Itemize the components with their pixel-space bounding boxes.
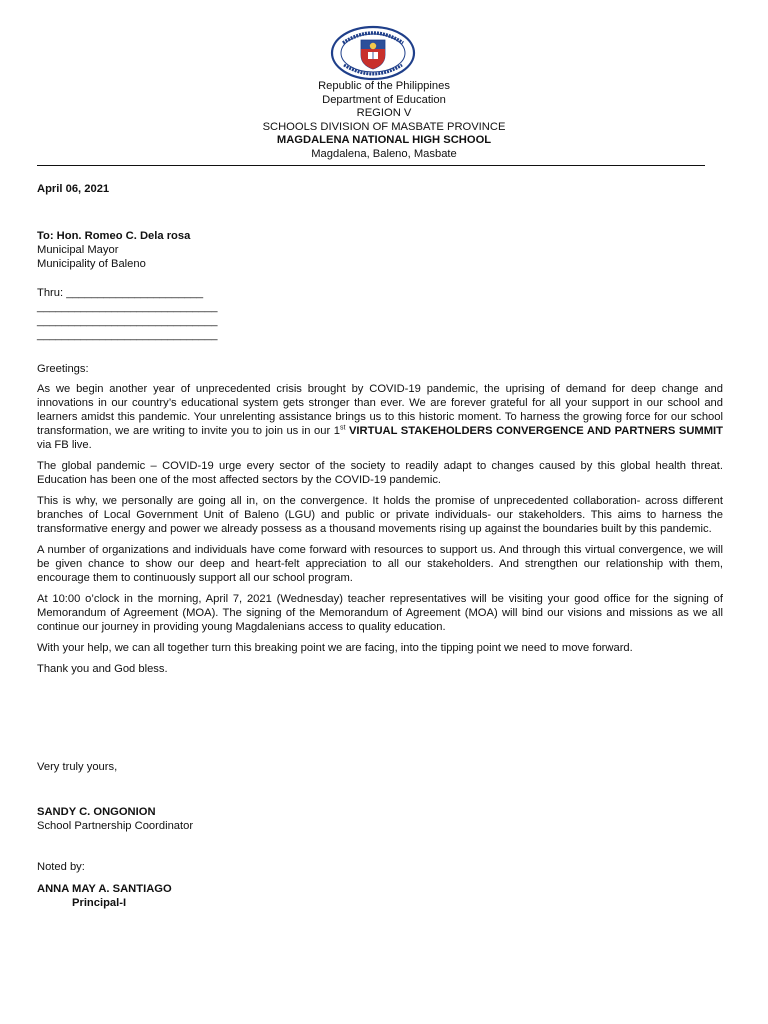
- deped-seal-icon: [330, 25, 416, 81]
- noted-title: Principal-I: [72, 897, 127, 909]
- paragraph-invitation-text: As we begin another year of unprecedented crisis brought by COVID-19 pandemic, the uprising of demand for deep change and innovations in our country’s educational system gets stronger than ever. We are forever grateful for all your support in our school and learners amidst this pandemic. Your unrelenting assistance brings us to this historic moment. To harness the growing force for our school transformation, we are writing to invite you to join us in our 1: [37, 383, 723, 437]
- letterhead: [0, 80, 768, 162]
- thru-line-3: _____________________________: [37, 329, 218, 341]
- paragraph-invitation-end: via FB live.: [37, 439, 92, 451]
- thru-line-1: _____________________________: [37, 301, 218, 313]
- letter-body: [37, 382, 723, 683]
- header-republic: Republic of the Philippines: [318, 80, 450, 92]
- recipient-title: Municipal Mayor: [37, 244, 119, 256]
- closing: Very truly yours,: [37, 761, 118, 773]
- paragraph-invitation: [37, 382, 723, 452]
- header-region: REGION V: [356, 107, 412, 120]
- event-name: VIRTUAL STAKEHOLDERS CONVERGENCE AND PARTNERS SUMMIT: [345, 425, 723, 437]
- signer-name: SANDY C. ONGONION: [37, 806, 156, 818]
- paragraph-moa-signing: At 10:00 o’clock in the morning, April 7, 2021 (Wednesday) teacher representatives will be visiting your good office for the signing of Memorandum of Agreement (MOA). The signing of the Memorandum of Agreement (MOA) will bind our visions and missions as we all continue our journey in providing young Magdalenians access to quality education.: [37, 593, 723, 633]
- header-department: Department of Education: [322, 93, 446, 106]
- paragraph-organizations: A number of organizations and individuals have come forward with resources to support us. And through this virtual convergence, we will be given chance to show our deep and heart-felt appreciation to all our stakeholders. And strengthen our relationship with them, encourage them to continuously support all our school program.: [37, 544, 723, 584]
- thru-line-2: _____________________________: [37, 315, 218, 327]
- paragraph-help: With your help, we can all together turn this breaking point we are facing, into the tipping point we need to move forward.: [37, 642, 633, 654]
- header-school: MAGDALENA NATIONAL HIGH SCHOOL: [276, 134, 492, 147]
- noted-name: ANNA MAY A. SANTIAGO: [37, 883, 172, 895]
- thru-label: Thru: ______________________: [37, 287, 204, 299]
- signer-title: School Partnership Coordinator: [37, 820, 194, 832]
- ordinal-suffix: st: [339, 424, 346, 432]
- noted-label: Noted by:: [37, 861, 85, 873]
- recipient-to: To: Hon. Romeo C. Dela rosa: [37, 230, 191, 242]
- header-division: SCHOOLS DIVISION OF MASBATE PROVINCE: [262, 120, 506, 133]
- greeting: Greetings:: [37, 363, 89, 375]
- paragraph-thanks: Thank you and God bless.: [37, 663, 168, 675]
- recipient-office: Municipality of Baleno: [37, 258, 146, 270]
- letter-date: April 06, 2021: [37, 183, 110, 195]
- header-divider: [37, 165, 705, 166]
- header-address: Magdalena, Baleno, Masbate: [311, 147, 457, 160]
- paragraph-convergence: This is why, we personally are going all in, on the convergence. It holds the promise of unprecedented collaboration- across different branches of Local Government Unit of Baleno (LGU) and public or private individuals- our stakeholders. This aims to harness the transformative energy and power we already possess as a thousand movements rising up against the boundaries built by this pandemic.: [37, 495, 723, 535]
- paragraph-pandemic: The global pandemic – COVID-19 urge every sector of the society to readily adapt to changes caused by this global health threat. Education has been one of the most affected sectors by the COVID-19 pandemic.: [37, 460, 723, 486]
